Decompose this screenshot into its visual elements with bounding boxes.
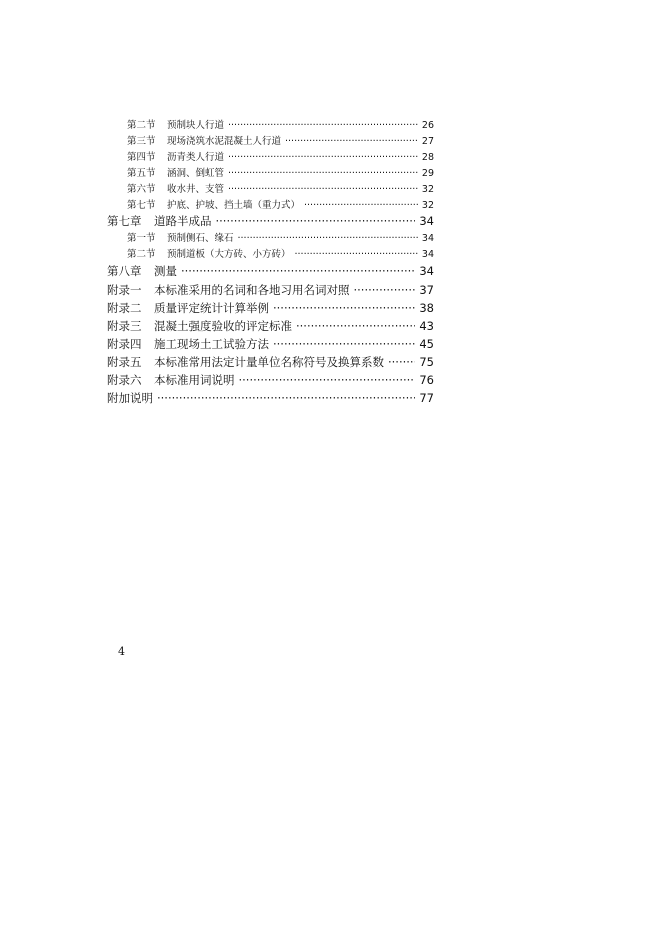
toc-entry	[127, 246, 434, 260]
toc-entry-page: 34	[419, 264, 434, 278]
toc-entry-title: 质量评定统计计算举例	[154, 301, 269, 315]
toc-entry-number: 附录五	[107, 355, 142, 369]
toc-entry-number: 附录二	[107, 301, 142, 315]
toc-entry	[107, 372, 434, 388]
page-number: 4	[118, 645, 125, 658]
dot-leader	[295, 249, 418, 260]
toc-entry	[127, 165, 434, 179]
toc-entry-number: 第七章	[107, 214, 142, 228]
toc-entry	[127, 133, 434, 147]
toc-entry	[107, 318, 434, 334]
toc-entry-title: 现场浇筑水泥混凝土人行道	[167, 136, 282, 147]
dot-leader	[238, 233, 418, 244]
toc-entry-page: 38	[419, 301, 434, 315]
dot-leader	[388, 355, 415, 369]
toc-entry-page: 75	[419, 355, 434, 369]
toc-entry-number: 第四节	[127, 152, 156, 163]
toc-entry	[107, 282, 434, 298]
toc-entry-title: 涵洞、倒虹管	[167, 168, 225, 179]
toc-entry-title: 本标准采用的名词和各地习用名词对照	[154, 283, 350, 297]
toc-entry	[107, 390, 434, 406]
toc-entry-title: 附加说明	[107, 391, 153, 405]
toc-entry-page: 43	[419, 319, 434, 333]
toc-entry-title: 预制侧石、缘石	[167, 233, 234, 244]
toc-entry-page: 32	[421, 200, 434, 211]
toc-entry-title: 本标准用词说明	[154, 373, 235, 387]
toc-entry	[127, 230, 434, 244]
toc-entry-title: 预制块人行道	[167, 120, 225, 131]
dot-leader	[285, 136, 418, 147]
toc-entry-number: 第二节	[127, 249, 156, 260]
toc-entry-number: 第七节	[127, 200, 156, 211]
dot-leader	[157, 391, 415, 405]
toc-entry-number: 附录六	[107, 373, 142, 387]
toc-entry-page: 26	[421, 120, 434, 131]
toc-entry-page: 34	[421, 233, 434, 244]
dot-leader	[181, 264, 415, 278]
toc-entry-page: 29	[421, 168, 434, 179]
toc-entry-number: 第三节	[127, 136, 156, 147]
toc-entry-number: 附录一	[107, 283, 142, 297]
toc-entry-page: 77	[419, 391, 434, 405]
dot-leader	[228, 168, 418, 179]
dot-leader	[273, 337, 415, 351]
toc-entry-number: 第二节	[127, 120, 156, 131]
toc-entry	[127, 149, 434, 163]
dot-leader	[304, 200, 418, 211]
toc-entry-number: 第一节	[127, 233, 156, 244]
toc-entry-title: 沥青类人行道	[167, 152, 225, 163]
toc-entry	[127, 117, 434, 131]
dot-leader	[228, 152, 418, 163]
toc-entry	[107, 336, 434, 352]
toc-entry-number: 第五节	[127, 168, 156, 179]
toc-entry-page: 32	[421, 184, 434, 195]
toc-entry-page: 76	[419, 373, 434, 387]
dot-leader	[228, 184, 418, 195]
dot-leader	[228, 120, 418, 131]
dot-leader	[273, 301, 415, 315]
toc-entry-page: 27	[421, 136, 434, 147]
toc-entry-number: 附录四	[107, 337, 142, 351]
toc-entry-title: 预制道板（大方砖、小方砖）	[167, 249, 291, 260]
dot-leader	[296, 319, 415, 333]
toc-entry	[107, 213, 434, 229]
toc-entry-title: 本标准常用法定计量单位名称符号及换算系数	[154, 355, 384, 369]
toc-entry-page: 45	[419, 337, 434, 351]
toc-entry-page: 37	[419, 283, 434, 297]
toc-entry	[107, 354, 434, 370]
toc-entry	[107, 300, 434, 316]
toc-entry-title: 护底、护坡、挡土墙（重力式）	[167, 200, 301, 211]
toc-entry-number: 附录三	[107, 319, 142, 333]
dot-leader	[239, 373, 416, 387]
dot-leader	[354, 283, 416, 297]
dot-leader	[216, 214, 416, 228]
toc-entry-title: 道路半成品	[154, 214, 212, 228]
toc-entry-page: 28	[421, 152, 434, 163]
toc-entry-title: 施工现场土工试验方法	[154, 337, 269, 351]
toc-entry-number: 第八章	[107, 264, 142, 278]
toc-entry-page: 34	[419, 214, 434, 228]
toc-entry-number: 第六节	[127, 184, 156, 195]
toc-entry	[127, 181, 434, 195]
toc-entry-page: 34	[421, 249, 434, 260]
toc-entry-title: 混凝土强度验收的评定标准	[154, 319, 292, 333]
toc-entry-title: 收水井、支管	[167, 184, 225, 195]
toc-entry	[107, 263, 434, 279]
toc-entry-title: 测量	[154, 264, 177, 278]
toc-entry	[127, 197, 434, 211]
